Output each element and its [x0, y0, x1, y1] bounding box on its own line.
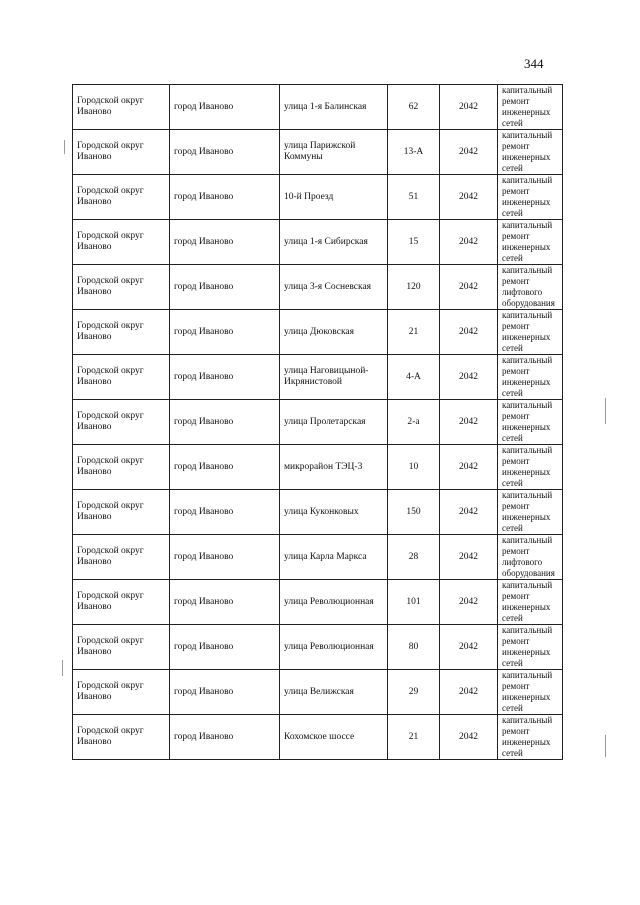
street-cell: улица Парижской Коммуны: [280, 130, 388, 175]
work-type-cell: капитальный ремонт инженерных сетей: [498, 445, 563, 490]
house-cell: 150: [388, 490, 440, 535]
table-row: [73, 310, 563, 355]
city-cell: город Иваново: [170, 265, 280, 310]
okrug-cell: Городской округ Иваново: [73, 625, 170, 670]
okrug-cell: Городской округ Иваново: [73, 85, 170, 130]
year-cell: 2042: [440, 175, 498, 220]
okrug-cell: Городской округ Иваново: [73, 220, 170, 265]
street-cell: микрорайон ТЭЦ-3: [280, 445, 388, 490]
house-cell: 21: [388, 310, 440, 355]
table-row: [73, 355, 563, 400]
work-type-cell: капитальный ремонт инженерных сетей: [498, 490, 563, 535]
table-row: [73, 715, 563, 760]
city-cell: город Иваново: [170, 355, 280, 400]
table-row: [73, 580, 563, 625]
house-cell: 13-А: [388, 130, 440, 175]
city-cell: город Иваново: [170, 85, 280, 130]
house-cell: 21: [388, 715, 440, 760]
okrug-cell: Городской округ Иваново: [73, 310, 170, 355]
city-cell: город Иваново: [170, 175, 280, 220]
work-type-cell: капитальный ремонт инженерных сетей: [498, 355, 563, 400]
street-cell: улица Велижская: [280, 670, 388, 715]
house-cell: 4-А: [388, 355, 440, 400]
table-row: [73, 130, 563, 175]
repair-registry-table: [72, 84, 563, 760]
work-type-cell: капитальный ремонт лифтового оборудования: [498, 265, 563, 310]
year-cell: 2042: [440, 400, 498, 445]
work-type-cell: капитальный ремонт инженерных сетей: [498, 175, 563, 220]
year-cell: 2042: [440, 130, 498, 175]
scan-mark: [62, 660, 63, 676]
work-type-cell: капитальный ремонт инженерных сетей: [498, 400, 563, 445]
table-row: [73, 535, 563, 580]
street-cell: улица Революционная: [280, 580, 388, 625]
table-row: [73, 445, 563, 490]
street-cell: улица Дюковская: [280, 310, 388, 355]
work-type-cell: капитальный ремонт инженерных сетей: [498, 220, 563, 265]
house-cell: 29: [388, 670, 440, 715]
street-cell: 10-й Проезд: [280, 175, 388, 220]
city-cell: город Иваново: [170, 310, 280, 355]
year-cell: 2042: [440, 715, 498, 760]
okrug-cell: Городской округ Иваново: [73, 400, 170, 445]
house-cell: 2-а: [388, 400, 440, 445]
work-type-cell: капитальный ремонт инженерных сетей: [498, 715, 563, 760]
city-cell: город Иваново: [170, 580, 280, 625]
year-cell: 2042: [440, 670, 498, 715]
scan-mark: [605, 735, 606, 757]
registry-body: [73, 85, 563, 760]
street-cell: улица Наговицыной-Икрянистовой: [280, 355, 388, 400]
year-cell: 2042: [440, 535, 498, 580]
street-cell: улица Пролетарская: [280, 400, 388, 445]
city-cell: город Иваново: [170, 445, 280, 490]
scan-mark: [605, 398, 606, 424]
table-row: [73, 625, 563, 670]
table-row: [73, 175, 563, 220]
okrug-cell: Городской округ Иваново: [73, 265, 170, 310]
street-cell: улица Карла Маркса: [280, 535, 388, 580]
city-cell: город Иваново: [170, 220, 280, 265]
street-cell: Кохомское шоссе: [280, 715, 388, 760]
table-row: [73, 490, 563, 535]
okrug-cell: Городской округ Иваново: [73, 355, 170, 400]
house-cell: 15: [388, 220, 440, 265]
table-row: [73, 400, 563, 445]
okrug-cell: Городской округ Иваново: [73, 490, 170, 535]
year-cell: 2042: [440, 580, 498, 625]
year-cell: 2042: [440, 220, 498, 265]
table-row: [73, 220, 563, 265]
okrug-cell: Городской округ Иваново: [73, 670, 170, 715]
year-cell: 2042: [440, 85, 498, 130]
okrug-cell: Городской округ Иваново: [73, 175, 170, 220]
street-cell: улица 1-я Сибирская: [280, 220, 388, 265]
table-row: [73, 265, 563, 310]
work-type-cell: капитальный ремонт инженерных сетей: [498, 625, 563, 670]
work-type-cell: капитальный ремонт лифтового оборудования: [498, 535, 563, 580]
okrug-cell: Городской округ Иваново: [73, 535, 170, 580]
house-cell: 62: [388, 85, 440, 130]
work-type-cell: капитальный ремонт инженерных сетей: [498, 130, 563, 175]
year-cell: 2042: [440, 490, 498, 535]
city-cell: город Иваново: [170, 715, 280, 760]
house-cell: 80: [388, 625, 440, 670]
house-cell: 28: [388, 535, 440, 580]
page-number: 344: [524, 56, 544, 71]
city-cell: город Иваново: [170, 400, 280, 445]
house-cell: 10: [388, 445, 440, 490]
scan-mark: [64, 140, 65, 154]
okrug-cell: Городской округ Иваново: [73, 445, 170, 490]
house-cell: 101: [388, 580, 440, 625]
okrug-cell: Городской округ Иваново: [73, 130, 170, 175]
house-cell: 51: [388, 175, 440, 220]
year-cell: 2042: [440, 265, 498, 310]
work-type-cell: капитальный ремонт инженерных сетей: [498, 670, 563, 715]
street-cell: улица Революционная: [280, 625, 388, 670]
street-cell: улица 3-я Сосневская: [280, 265, 388, 310]
work-type-cell: капитальный ремонт инженерных сетей: [498, 580, 563, 625]
year-cell: 2042: [440, 445, 498, 490]
city-cell: город Иваново: [170, 625, 280, 670]
street-cell: улица 1-я Балинская: [280, 85, 388, 130]
city-cell: город Иваново: [170, 535, 280, 580]
city-cell: город Иваново: [170, 490, 280, 535]
house-cell: 120: [388, 265, 440, 310]
table-row: [73, 670, 563, 715]
city-cell: город Иваново: [170, 130, 280, 175]
okrug-cell: Городской округ Иваново: [73, 715, 170, 760]
year-cell: 2042: [440, 625, 498, 670]
street-cell: улица Куконковых: [280, 490, 388, 535]
okrug-cell: Городской округ Иваново: [73, 580, 170, 625]
city-cell: город Иваново: [170, 670, 280, 715]
work-type-cell: капитальный ремонт инженерных сетей: [498, 310, 563, 355]
work-type-cell: капитальный ремонт инженерных сетей: [498, 85, 563, 130]
year-cell: 2042: [440, 310, 498, 355]
table-row: [73, 85, 563, 130]
year-cell: 2042: [440, 355, 498, 400]
